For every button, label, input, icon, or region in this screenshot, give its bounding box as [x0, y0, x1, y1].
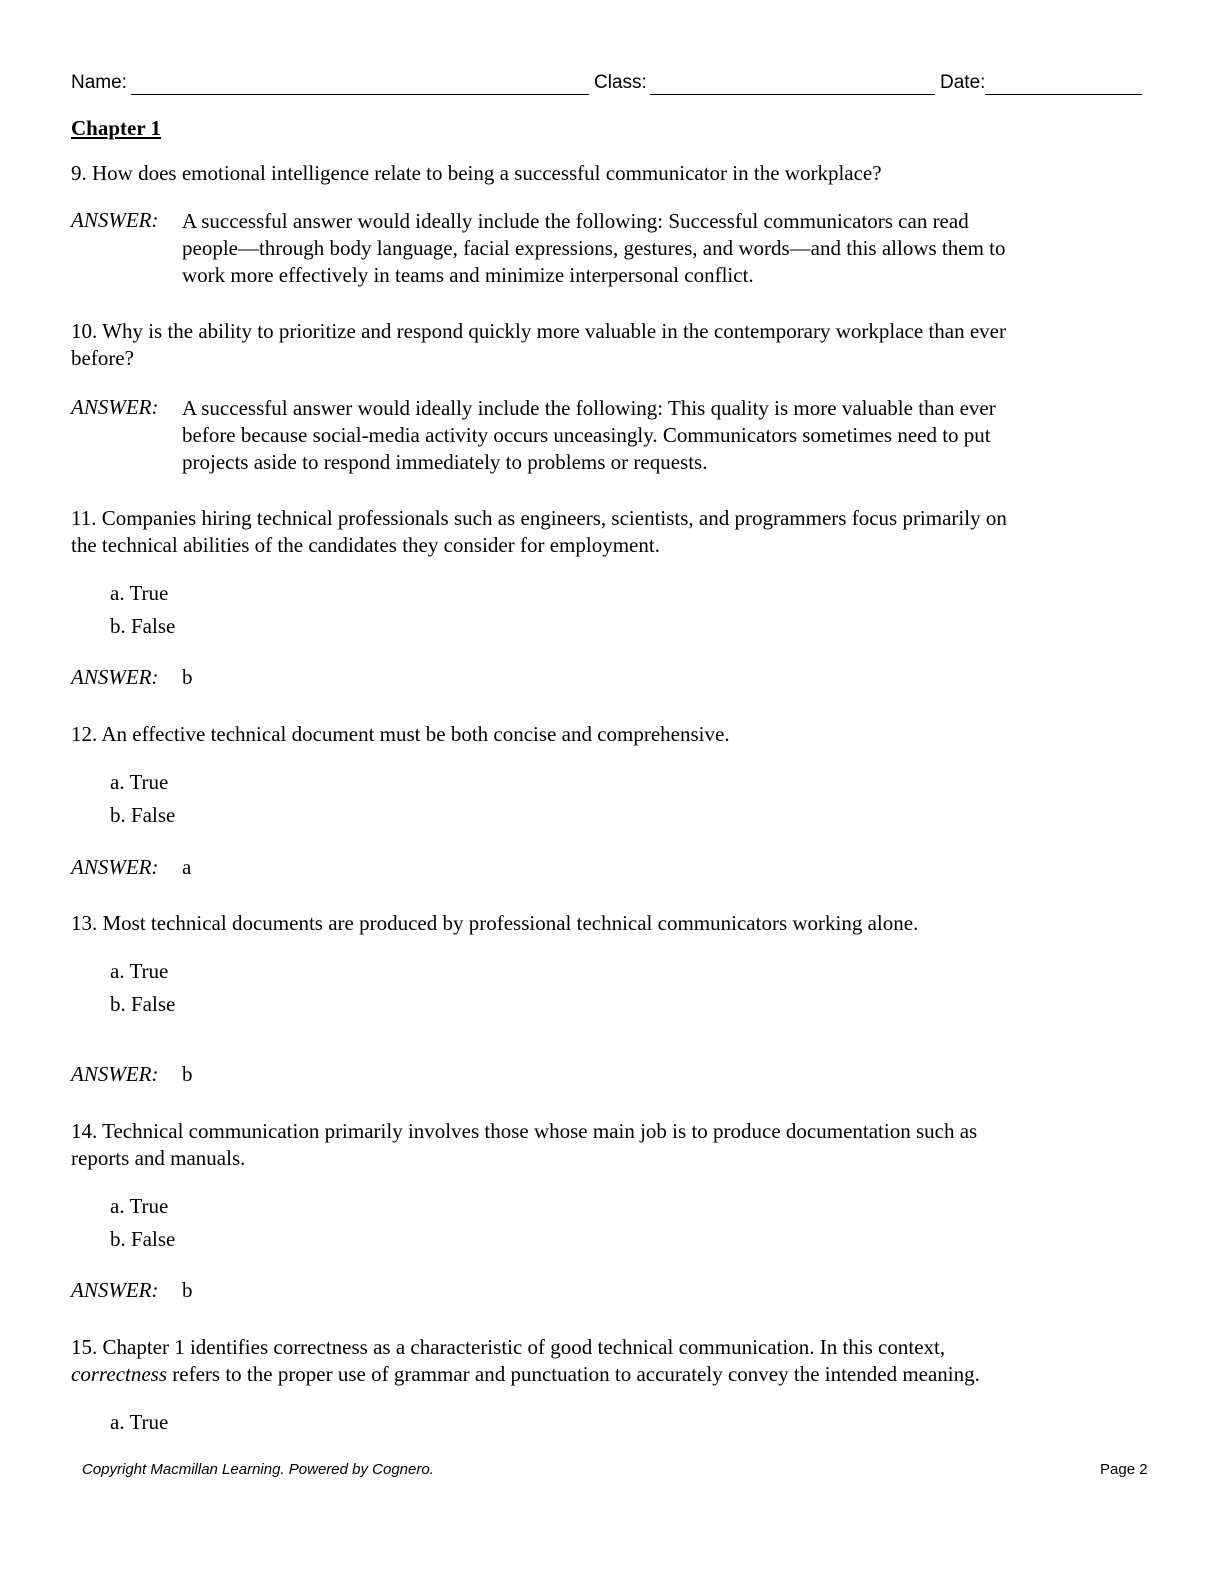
question-14-text-line-1: 14. Technical communication primarily involves those whose main job is to produce documentation such as	[71, 1119, 978, 1143]
question-10-answer-line-1: A successful answer would ideally include the following: This quality is more valuable than ever	[182, 396, 996, 420]
question-13-answer: b	[182, 1062, 193, 1086]
question-11-text-line-1: 11. Companies hiring technical professionals such as engineers, scientists, and programmers focus primarily on	[71, 506, 1007, 530]
question-14-answer: b	[182, 1278, 193, 1302]
question-14-answer-label: ANSWER:	[71, 1278, 159, 1302]
question-10-answer-line-3: projects aside to respond immediately to problems or requests.	[182, 450, 708, 474]
question-9-answer-line-1: A successful answer would ideally include the following: Successful communicators can read	[182, 209, 969, 233]
question-15-italic-term: correctness	[71, 1362, 168, 1386]
question-11-option-b: b. False	[110, 614, 176, 638]
question-15-text-line-2	[71, 1361, 980, 1388]
question-15-option-a: a. True	[110, 1410, 169, 1434]
question-14-option-b: b. False	[110, 1227, 176, 1251]
footer-copyright: Copyright Macmillan Learning. Powered by Cognero.	[82, 1461, 434, 1478]
question-13-answer-label: ANSWER:	[71, 1062, 159, 1086]
question-9-text: 9. How does emotional intelligence relate to being a successful communicator in the workplace?	[71, 161, 882, 185]
question-14-text-line-2: reports and manuals.	[71, 1146, 246, 1170]
question-9-answer-label: ANSWER:	[71, 208, 159, 232]
question-12-answer-label: ANSWER:	[71, 855, 159, 879]
question-13-text: 13. Most technical documents are produced by professional technical communicators working alone.	[71, 911, 919, 935]
question-12-text: 12. An effective technical document must be both concise and comprehensive.	[71, 722, 730, 746]
question-10-answer-line-2: before because social-media activity occurs unceasingly. Communicators sometimes need to put	[182, 423, 991, 447]
question-12-answer: a	[182, 855, 192, 879]
name-blank-line	[131, 94, 589, 95]
question-12-option-a: a. True	[110, 770, 169, 794]
date-blank-line	[985, 94, 1142, 95]
class-label: Class:	[594, 72, 647, 93]
question-14-option-a: a. True	[110, 1194, 169, 1218]
question-10-text-line-2: before?	[71, 346, 134, 370]
question-12-option-b: b. False	[110, 803, 176, 827]
question-10-answer-label: ANSWER:	[71, 395, 159, 419]
question-9-answer-line-2: people—through body language, facial expressions, gestures, and words—and this allows them to	[182, 236, 1006, 260]
question-11-answer: b	[182, 665, 193, 689]
question-13-option-a: a. True	[110, 959, 169, 983]
question-11-answer-label: ANSWER:	[71, 665, 159, 689]
chapter-title: Chapter 1	[71, 116, 162, 140]
question-15-text-line-2-rest: refers to the proper use of grammar and punctuation to accurately convey the intended meaning.	[167, 1362, 980, 1386]
question-9-answer-line-3: work more effectively in teams and minimize interpersonal conflict.	[182, 263, 754, 287]
name-label: Name:	[71, 72, 127, 93]
question-11-option-a: a. True	[110, 581, 169, 605]
footer-page-number: Page 2	[1100, 1461, 1148, 1478]
question-10-text-line-1: 10. Why is the ability to prioritize and respond quickly more valuable in the contemporary workplace than ever	[71, 319, 1006, 343]
question-15-text-line-1: 15. Chapter 1 identifies correctness as a characteristic of good technical communication. In this context,	[71, 1335, 946, 1359]
class-blank-line	[650, 94, 935, 95]
date-label: Date:	[940, 72, 986, 93]
question-13-option-b: b. False	[110, 992, 176, 1016]
question-11-text-line-2: the technical abilities of the candidates they consider for employment.	[71, 533, 660, 557]
